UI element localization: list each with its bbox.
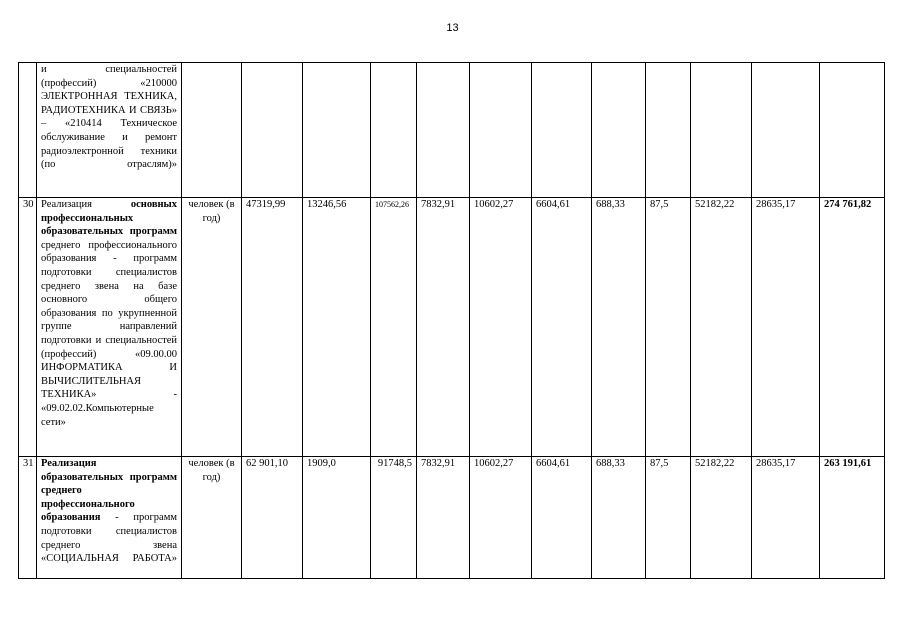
total-cell bbox=[820, 63, 885, 198]
value-cell bbox=[532, 63, 592, 198]
unit-cell bbox=[182, 63, 242, 198]
value-cell: 91748,5 bbox=[371, 457, 417, 579]
value-cell: 688,33 bbox=[592, 198, 646, 457]
value-cell bbox=[371, 63, 417, 198]
description-bold: основных профессиональных образовательных программ bbox=[41, 199, 177, 238]
value-cell: 6604,61 bbox=[532, 457, 592, 579]
value-cell: 87,5 bbox=[646, 198, 691, 457]
value-cell bbox=[691, 63, 752, 198]
value-cell: 1909,0 bbox=[303, 457, 371, 579]
value-cell bbox=[646, 63, 691, 198]
table-row bbox=[19, 457, 885, 579]
description-cell bbox=[37, 198, 182, 457]
value-cell: 7832,91 bbox=[417, 457, 470, 579]
row-number-cell: 31 bbox=[19, 457, 37, 579]
value-cell: 6604,61 bbox=[532, 198, 592, 457]
value-cell: 52182,22 bbox=[691, 198, 752, 457]
description-lead: Реализация bbox=[41, 199, 92, 210]
description-text: и специальностей (профессий) «210000 ЭЛЕКТРОННАЯ ТЕХНИКА, РАДИОТЕХНИКА И СВЯЗЬ» – «210414 Техническое обслуживание и ремонт радиоэлектронной техники (по отраслям)» bbox=[41, 64, 177, 171]
cost-table bbox=[18, 62, 885, 579]
value-cell: 28635,17 bbox=[752, 198, 820, 457]
description-cell bbox=[37, 63, 182, 198]
description-bold: Реализация образовательных программ среднего профессионального образования bbox=[41, 458, 177, 524]
total-cell: 263 191,61 bbox=[820, 457, 885, 579]
row-number-cell: 30 bbox=[19, 198, 37, 457]
value-cell: 52182,22 bbox=[691, 457, 752, 579]
table-row bbox=[19, 63, 885, 198]
total-cell: 274 761,82 bbox=[820, 198, 885, 457]
page-number: 13 bbox=[446, 22, 459, 34]
value-cell: 62 901,10 bbox=[242, 457, 303, 579]
description-rest: среднего профессионального образования - программ подготовки специалистов среднего звена на базе основного общего образования по укрупненной группе направлений подготовки и специальностей (профессий) «09.00.00 ИНФОРМАТИКА И ВЫЧИСЛИТЕЛЬНАЯ ТЕХНИКА» - «09.02.02.Компьютерные сети» bbox=[41, 239, 177, 428]
value-cell: 13246,56 bbox=[303, 198, 371, 457]
unit-cell: человек (в год) bbox=[182, 457, 242, 579]
value-cell bbox=[417, 63, 470, 198]
unit-cell: человек (в год) bbox=[182, 198, 242, 457]
value-cell bbox=[303, 63, 371, 198]
value-cell bbox=[242, 63, 303, 198]
value-cell bbox=[752, 63, 820, 198]
description-cell bbox=[37, 457, 182, 579]
value-cell: 10602,27 bbox=[470, 457, 532, 579]
value-cell: 28635,17 bbox=[752, 457, 820, 579]
value-cell bbox=[470, 63, 532, 198]
value-cell: 688,33 bbox=[592, 457, 646, 579]
value-cell: 87,5 bbox=[646, 457, 691, 579]
value-cell: 47319,99 bbox=[242, 198, 303, 457]
value-cell: 107562,26 bbox=[371, 198, 417, 457]
value-cell: 10602,27 bbox=[470, 198, 532, 457]
description-rest: - программ подготовки специалистов среднего звена «СОЦИАЛЬНАЯ РАБОТА» bbox=[41, 512, 177, 565]
value-cell: 7832,91 bbox=[417, 198, 470, 457]
row-number-cell bbox=[19, 63, 37, 198]
value-cell bbox=[592, 63, 646, 198]
table-row bbox=[19, 198, 885, 457]
